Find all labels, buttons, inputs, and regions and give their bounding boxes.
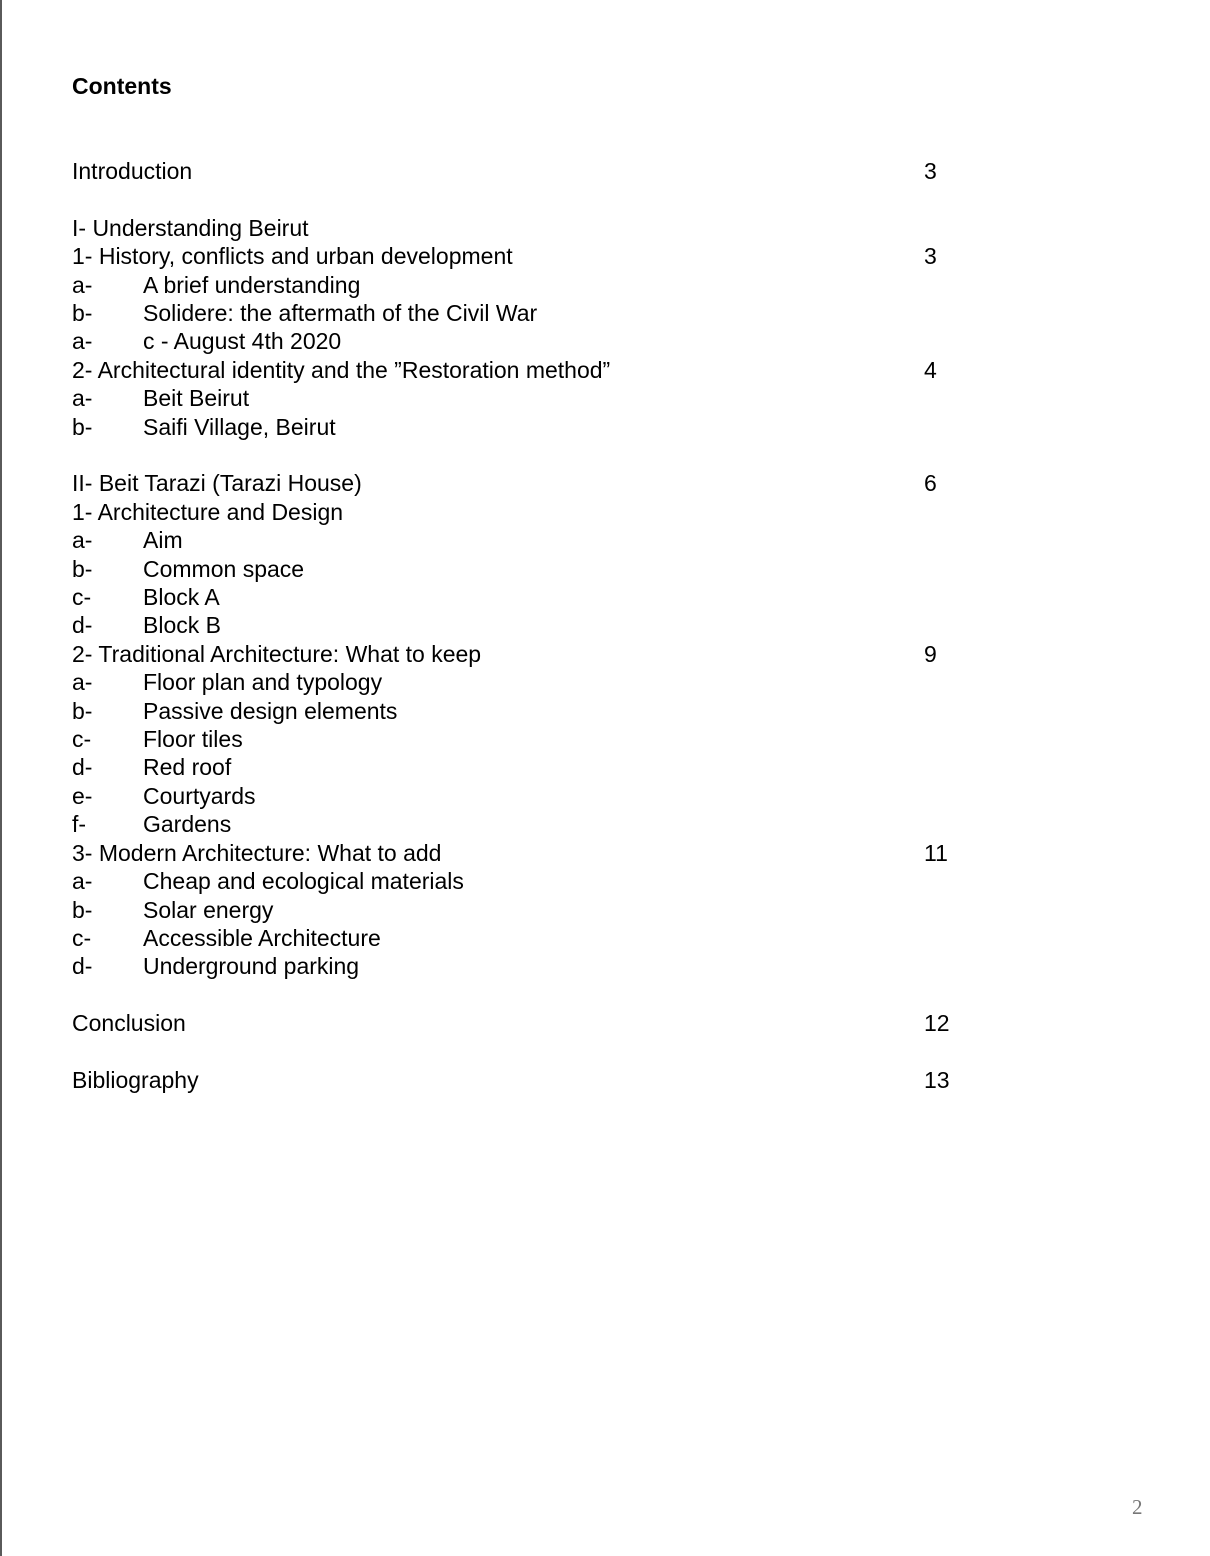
toc-subentry [72,327,972,355]
table-of-contents [72,0,972,1556]
toc-entry [72,1066,972,1094]
toc-entry-title: 2- Architectural identity and the ”Restoration method” [72,357,611,383]
toc-entry-title: Saifi Village, Beirut [143,414,336,440]
toc-entry-title: Underground parking [143,953,360,979]
toc-entry-page: 12 [924,1010,950,1036]
toc-subentry [72,697,972,725]
toc-entry-title: Aim [143,527,183,553]
toc-entry-marker: c- [72,726,92,752]
toc-entry-title: Solidere: the aftermath of the Civil War [143,300,538,326]
toc-subentry [72,896,972,924]
toc-entry-marker: c- [72,925,92,951]
toc-entry [72,469,972,497]
toc-subentry [72,753,972,781]
toc-entry-page: 3 [924,243,937,269]
toc-entry-title: Block B [143,612,221,638]
toc-entry-marker: b- [72,300,93,326]
page-number: 2 [1132,1495,1143,1519]
toc-subentry [72,526,972,554]
toc-entry-title: Beit Beirut [143,385,250,411]
toc-entry-marker: d- [72,612,93,638]
toc-subentry [72,668,972,696]
toc-entry-page: 9 [924,641,937,667]
toc-entry-title: Block A [143,584,220,610]
toc-entry-title: 2- Traditional Architecture: What to keep [72,641,482,667]
toc-subentry [72,952,972,980]
toc-subentry [72,924,972,952]
toc-entry-title: Gardens [143,811,232,837]
toc-entry-title: Accessible Architecture [143,925,381,951]
toc-entry-title: Introduction [72,158,193,184]
toc-subentry [72,810,972,838]
toc-entry-title: II- Beit Tarazi (Tarazi House) [72,470,362,496]
toc-entry-marker: a- [72,272,93,298]
contents-heading: Contents [72,73,172,99]
toc-entry-marker: f- [72,811,87,837]
toc-entry-title: c - August 4th 2020 [143,328,342,354]
toc-entry-title: 1- History, conflicts and urban development [72,243,513,269]
toc-entry-title: Courtyards [143,783,256,809]
toc-entry-marker: a- [72,527,93,553]
toc-subentry [72,555,972,583]
toc-entry [72,839,972,867]
toc-entry-title: Red roof [143,754,232,780]
toc-entry-marker: a- [72,868,93,894]
toc-entry [72,242,972,270]
toc-entry [72,356,972,384]
toc-entry-marker: b- [72,698,93,724]
toc-entry-marker: b- [72,414,93,440]
toc-entry-title: Bibliography [72,1067,199,1093]
toc-subentry [72,611,972,639]
toc-subentry [72,299,972,327]
toc-entry-marker: d- [72,754,93,780]
toc-entry [72,498,972,526]
toc-subentry [72,384,972,412]
toc-entry-page: 6 [924,470,937,496]
toc-entry-marker: d- [72,953,93,979]
toc-entry-title: Floor plan and typology [143,669,383,695]
toc-entry-title: Common space [143,556,305,582]
toc-entry-page: 11 [924,840,948,866]
toc-entry [72,157,972,185]
toc-subentry [72,583,972,611]
toc-entry [72,1009,972,1037]
toc-entry-title: I- Understanding Beirut [72,215,309,241]
toc-entry-marker: a- [72,385,93,411]
toc-subentry [72,271,972,299]
toc-entry-page: 13 [924,1067,950,1093]
toc-entry-title: Cheap and ecological materials [143,868,464,894]
toc-entry-title: Conclusion [72,1010,186,1036]
toc-subentry [72,413,972,441]
toc-entry-marker: a- [72,669,93,695]
toc-entry-marker: b- [72,897,93,923]
toc-entry-title: A brief understanding [143,272,361,298]
toc-entry-title: 1- Architecture and Design [72,499,344,525]
toc-entry-title: 3- Modern Architecture: What to add [72,840,442,866]
toc-subentry [72,867,972,895]
toc-entry-page: 3 [924,158,937,184]
toc-entry [72,214,972,242]
toc-entry-marker: b- [72,556,93,582]
toc-subentry [72,782,972,810]
toc-entry-marker: a- [72,328,93,354]
toc-entry-marker: c- [72,584,92,610]
toc-entry-marker: e- [72,783,93,809]
toc-subentry [72,725,972,753]
page-left-edge [0,0,2,1556]
toc-entry-title: Passive design elements [143,698,398,724]
toc-entry-page: 4 [924,357,937,383]
toc-entry-title: Floor tiles [143,726,243,752]
toc-entry [72,640,972,668]
toc-entry-title: Solar energy [143,897,274,923]
